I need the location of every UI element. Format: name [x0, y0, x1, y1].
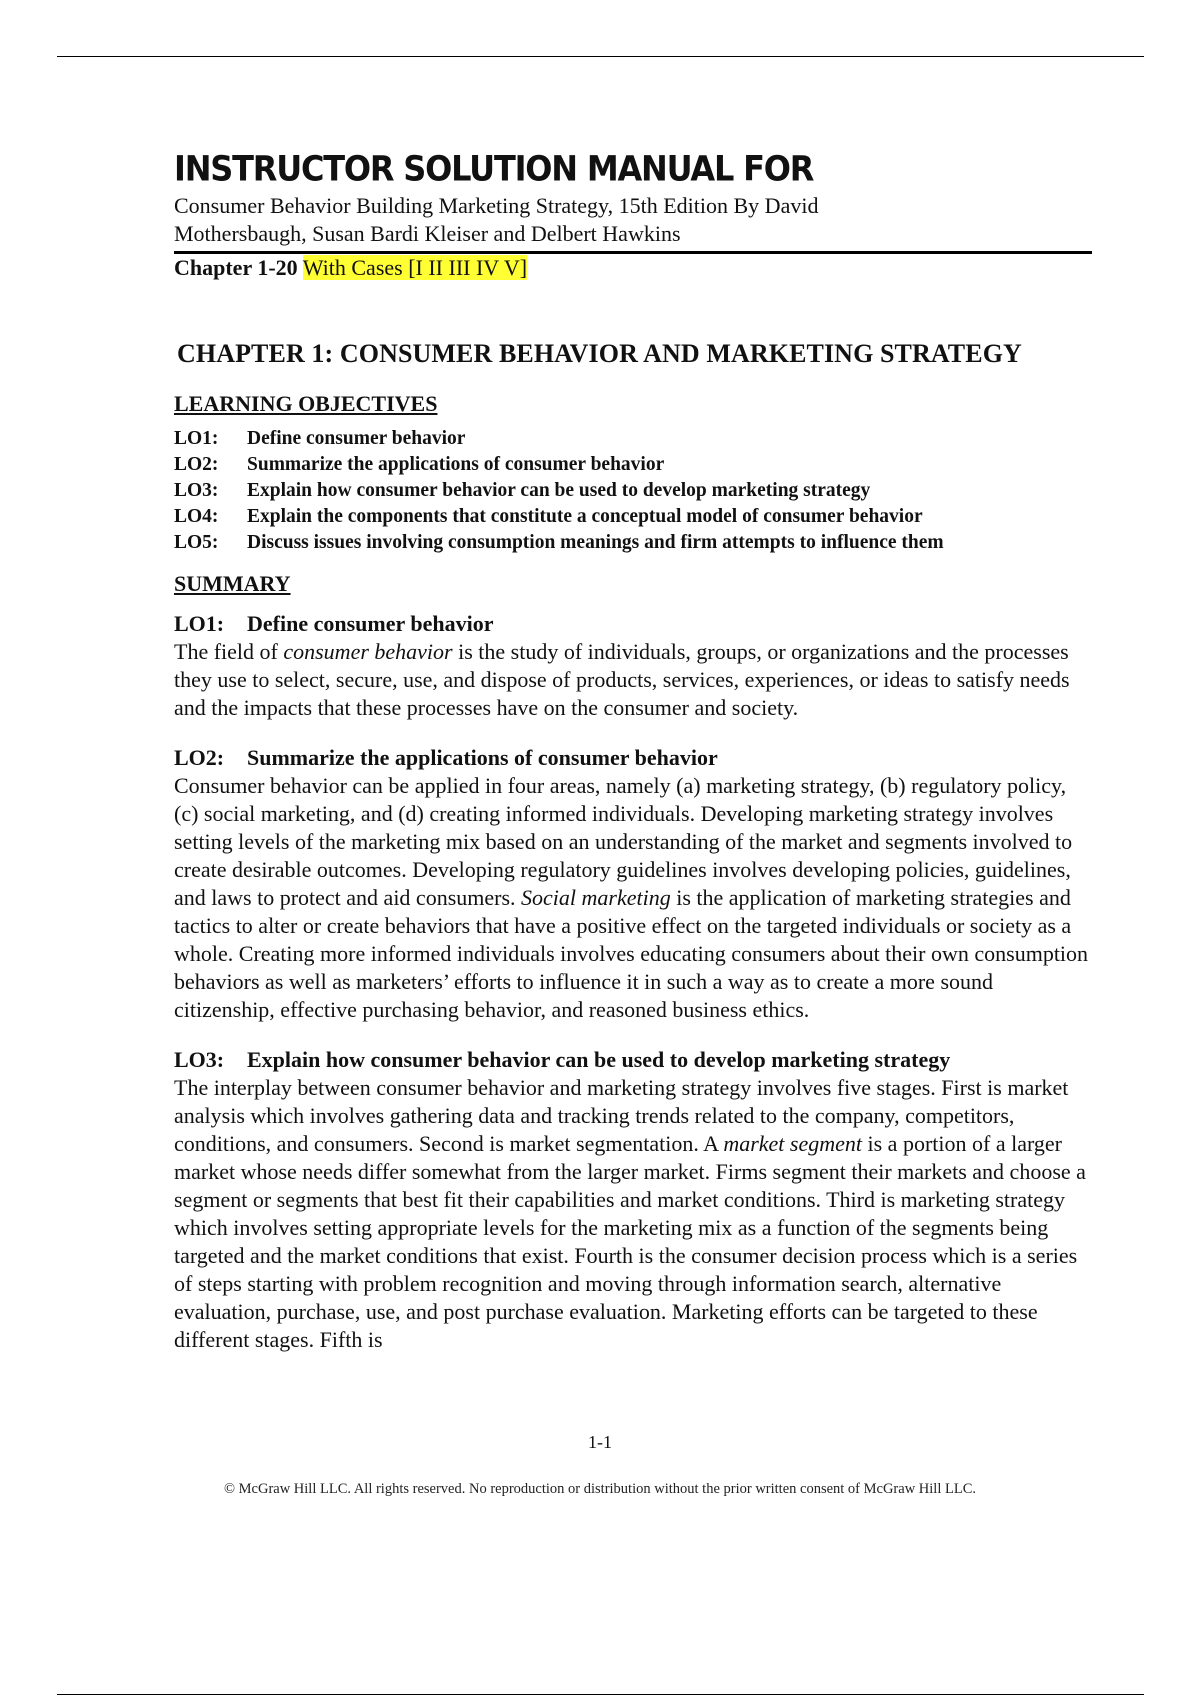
objective-text: Summarize the applications of consumer behavior — [247, 453, 665, 475]
copyright-notice: © McGraw Hill LLC. All rights reserved. No reproduction or distribution without the prior written consent of McGraw Hill LLC. — [224, 1481, 976, 1497]
objective-item — [174, 452, 1094, 478]
objective-code: LO2: — [174, 453, 219, 475]
lo1-text-start: The field of — [174, 638, 284, 664]
objective-text: Explain how consumer behavior can be used to develop marketing strategy — [247, 479, 871, 501]
bottom-rule — [57, 1694, 1144, 1695]
summary-lo3 — [174, 1046, 1094, 1354]
lo2-paragraph — [174, 772, 1094, 1024]
lo3-heading — [174, 1046, 1094, 1074]
objective-item — [174, 504, 1094, 530]
lo3-paragraph — [174, 1074, 1094, 1354]
document-page — [174, 147, 1094, 1354]
lo3-text-start: The interplay between consumer behavior and marketing strategy involves five stages. First is market analysis which involves gathering data and tracking trends related to the company, competitors, conditions, and consumers. Second is market segmentation. A — [174, 1074, 1069, 1156]
lo1-title: Define consumer behavior — [247, 610, 494, 636]
lo3-italic-term: market segment — [723, 1130, 862, 1156]
objective-item — [174, 478, 1094, 504]
summary-lo1 — [174, 610, 1094, 722]
objective-text: Define consumer behavior — [247, 427, 466, 449]
book-title-line-2: Mothersbaugh, Susan Bardi Kleiser and Delbert Hawkins — [174, 220, 681, 246]
chapter-range-label: Chapter 1-20 — [174, 254, 298, 280]
chapter-range — [174, 251, 1092, 282]
objective-code: LO3: — [174, 479, 219, 501]
objective-code: LO5: — [174, 531, 219, 553]
lo1-italic-term: consumer behavior — [283, 638, 453, 664]
summary-lo2 — [174, 744, 1094, 1024]
lo3-text-end: is a portion of a larger market whose needs differ somewhat from the larger market. Firms segment their markets and choose a segment or segments that best fit their capabilities and market conditions. Third is marketing strategy which involves setting appropriate levels for the marketing mix as a function of the segments being targeted and the market conditions that exist. Fourth is the consumer decision process which is a series of steps starting with problem recognition and moving through information search, alternative evaluation, purchase, use, and post purchase evaluation. Marketing efforts can be targeted to these different stages. Fifth is — [174, 1130, 1086, 1352]
cases-highlight: With Cases [I II III IV V] — [302, 254, 528, 280]
lo2-heading — [174, 744, 1094, 772]
lo2-text-end: is the application of marketing strategies and tactics to alter or create behaviors that have a positive effect on the targeted individuals or society as a whole. Creating more informed individuals involves educating consumers about their own consumption behaviors as well as marketers’ efforts to influence it in such a way as to create a more sound citizenship, effective purchasing behavior, and reasoned business ethics. — [174, 884, 1089, 1022]
lo1-paragraph — [174, 638, 1094, 722]
lo2-code: LO2: — [174, 744, 225, 770]
lo2-italic-term: Social marketing — [521, 884, 671, 910]
lo2-title: Summarize the applications of consumer behavior — [247, 744, 718, 770]
objective-item — [174, 530, 1094, 556]
book-title — [174, 192, 934, 248]
top-rule — [57, 56, 1144, 57]
learning-objectives-heading: LEARNING OBJECTIVES — [174, 390, 438, 416]
chapter-heading: CHAPTER 1: CONSUMER BEHAVIOR AND MARKETING STRATEGY — [177, 338, 1022, 368]
objective-code: LO4: — [174, 505, 219, 527]
objective-text: Explain the components that constitute a conceptual model of consumer behavior — [247, 505, 923, 527]
lo3-code: LO3: — [174, 1046, 225, 1072]
lo2-text-start: Consumer behavior can be applied in four areas, namely (a) marketing strategy, (b) regulatory policy, (c) social marketing, and (d) creating informed individuals. Developing marketing strategy involves setting levels of the marketing mix based on an understanding of the market and segments involved to create desirable outcomes. Developing regulatory guidelines involves developing policies, guidelines, and laws to protect and aid consumers. — [174, 772, 1073, 910]
learning-objectives-list — [174, 426, 1094, 556]
book-title-line-1: Consumer Behavior Building Marketing Strategy, 15th Edition By David — [174, 192, 819, 218]
lo1-heading — [174, 610, 1094, 638]
lo1-text-end: is the study of individuals, groups, or organizations and the processes they use to select, secure, use, and dispose of products, services, experiences, or ideas to satisfy needs and the impacts that these processes have on the consumer and society. — [174, 638, 1070, 720]
objective-item — [174, 426, 1094, 452]
objective-text: Discuss issues involving consumption meanings and firm attempts to influence them — [247, 531, 944, 553]
page-number: 1-1 — [588, 1432, 612, 1452]
lo1-code: LO1: — [174, 610, 225, 636]
summary-heading: SUMMARY — [174, 570, 291, 596]
lo3-title: Explain how consumer behavior can be used to develop marketing strategy — [247, 1046, 951, 1072]
objective-code: LO1: — [174, 427, 219, 449]
manual-title: INSTRUCTOR SOLUTION MANUAL FOR — [174, 147, 814, 189]
